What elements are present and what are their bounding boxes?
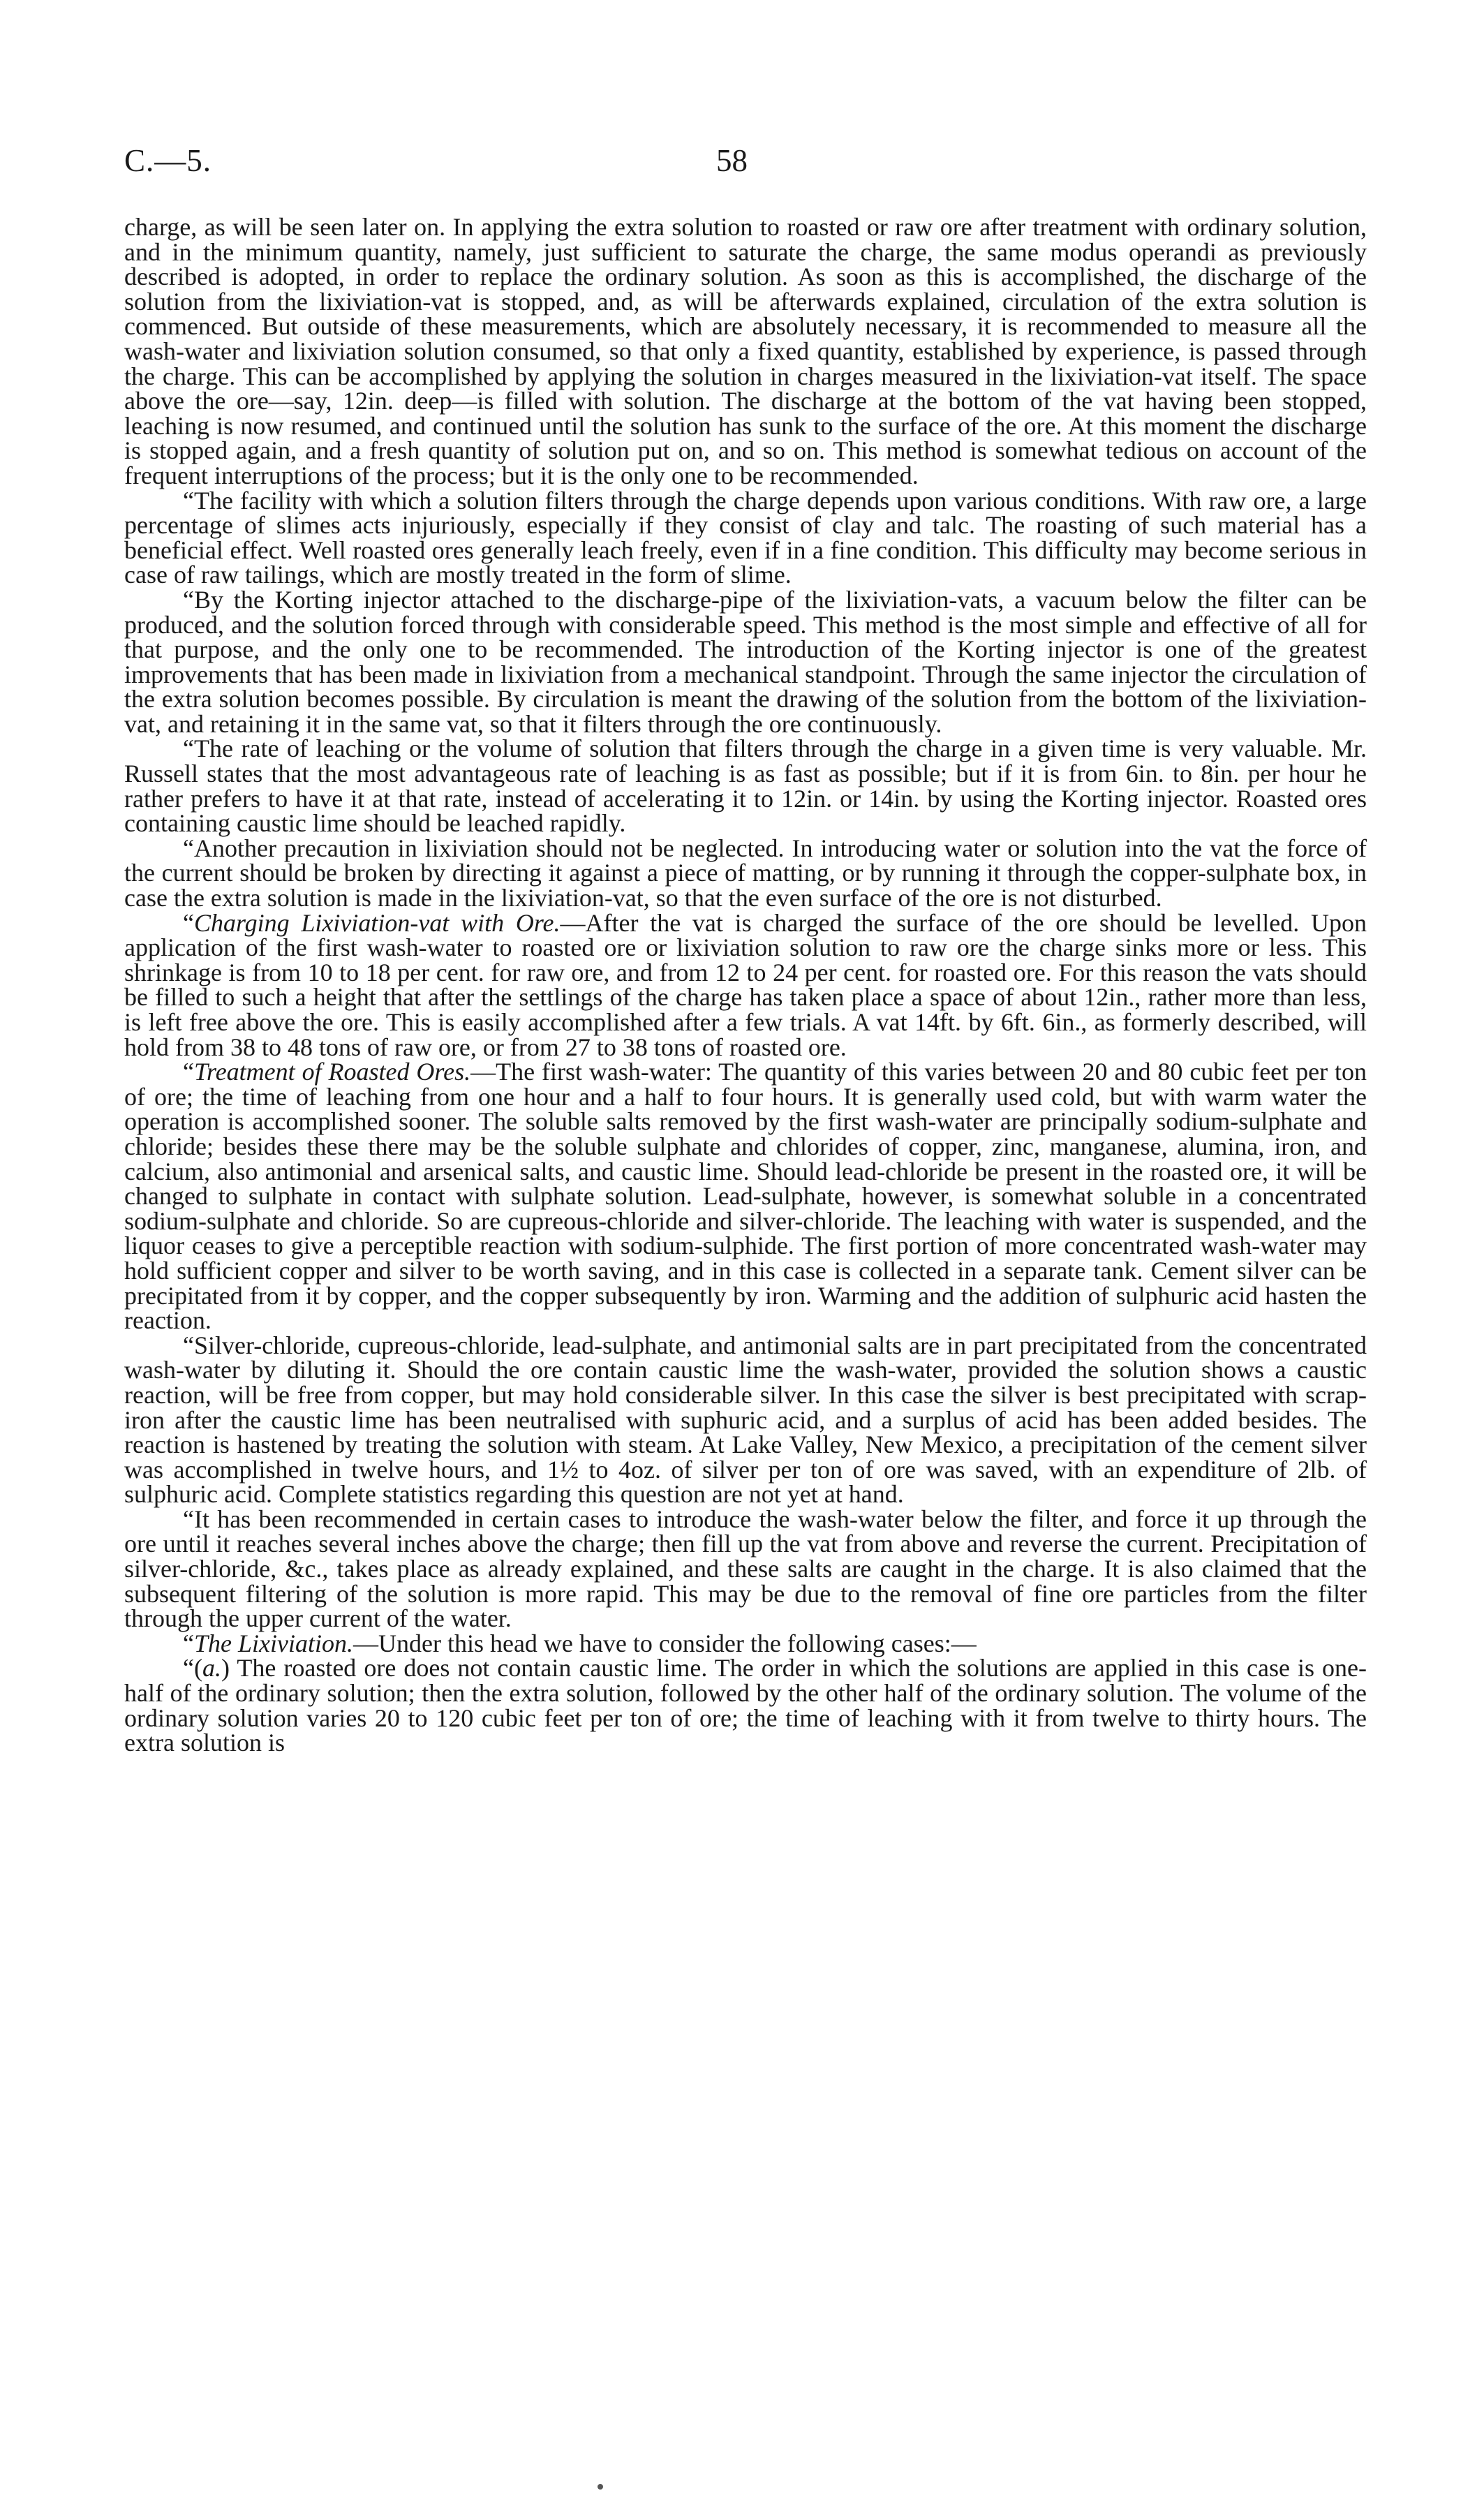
paragraph-text: —Under this head we have to consider the following cases:— <box>353 1629 977 1657</box>
paragraph <box>124 1629 1367 1657</box>
paragraph <box>124 486 1367 589</box>
paragraph <box>124 836 1367 911</box>
paragraph <box>124 585 1367 738</box>
paragraph <box>124 1333 1367 1507</box>
paragraph-lead: “ <box>183 1629 194 1657</box>
ink-speck <box>598 2484 603 2490</box>
paragraph <box>124 1060 1367 1333</box>
paragraph-text: charge, as will be seen later on. In applying the extra solution to roasted or raw ore after treatment with ordinary solution, and in the minimum quantity, namely, just sufficient to saturate the charge, the same modus operandi as previously described is adopted, in order to replace the ordinary solution. As soon as this is accomplished, the discharge of the solution from the lixiviation-vat is stopped, and, as will be afterwards explained, circulation of the extra solution is commenced. But outside of these measurements, which are absolutely necessary, it is recommended to measure all the wash-water and lixiviation solution consumed, so that only a fixed quantity, established by experience, is passed through the charge. This can be accomplished by applying the solution in charges measured in the lixiviation-vat itself. The space above the ore—say, 12in. deep—is filled with solution. The discharge at the bottom of the vat having been stopped, leaching is now resumed, and continued until the solution has sunk to the surface of the ore. At this moment the discharge is stopped again, and a fresh quantity of solution put on, and so on. This method is somewhat tedious on account of the frequent interruptions of the process; but it is the only one to be recommended. <box>124 213 1367 489</box>
page-number: 58 <box>716 143 748 178</box>
case-label: a. <box>202 1654 221 1683</box>
paragraph-lead: “( <box>183 1654 202 1683</box>
section-heading: The Lixiviation. <box>193 1629 353 1657</box>
body-text <box>124 215 1367 1756</box>
section-heading: Treatment of Roasted Ores. <box>193 1058 471 1086</box>
paragraph-text: “Silver-chloride, cupreous-chloride, lead-sulphate, and antimonial salts are in part precipitated from the concentrated wash-water by diluting it. Should the ore contain caustic lime the wash-water, provided the solution shows a caustic reaction, will be free from copper, but may hold considerable silver. In this case the silver is best precipitated with scrap-iron after the caustic lime has been neutralised with suphuric acid, and a surplus of acid has been added besides. The reaction is hastened by treating the solution with steam. At Lake Valley, New Mexico, a precipitation of the cement silver was accomplished in twelve hours, and 1½ to 4oz. of silver per ton of ore was saved, with an expenditure of 2lb. of sulphuric acid. Complete statistics regarding this question are not yet at hand. <box>124 1331 1367 1509</box>
paragraph <box>124 734 1367 838</box>
paragraph-text: “Another precaution in lixiviation should not be neglected. In introducing water or solution into the vat the force of the current should be broken by directing it against a piece of matting, or by running it through the copper-sulphate box, in case the extra solution is made in the lixiviation-vat, so that the even surface of the ore is not disturbed. <box>124 834 1367 912</box>
paragraph <box>124 1656 1367 1755</box>
paragraph-text: “It has been recommended in certain cases to introduce the wash-water below the filter, and force it up through the ore until it reaches several inches above the charge; then fill up the vat from above and reverse the current. Precipitation of silver-chloride, &c., takes place as already explained, and these salts are caught in the charge. It is also claimed that the subsequent filtering of the solution is more rapid. This may be due to the removal of fine ore particles from the filter through the upper current of the water. <box>124 1504 1367 1633</box>
paragraph-text: “The facility with which a solution filters through the charge depends upon various conditions. With raw ore, a large percentage of slimes acts injuriously, especially if they consist of clay and talc. The roasting of such material has a beneficial effect. Well roasted ores generally leach freely, even if in a fine condition. This difficulty may become serious in case of raw tailings, which are mostly treated in the form of slime. <box>124 486 1367 589</box>
paragraph-text: —After the vat is charged the surface of the ore should be levelled. Upon application of the first wash-water to roasted ore or lixiviation solution to raw ore the charge sinks more or less. This shrinkage is from 10 to 18 per cent. for raw ore, and from 12 to 24 per cent. for roasted ore. For this reason the vats should be filled to such a height that after the settlings of the charge has taken place a space of about 12in., rather more than less, is left free above the ore. This is easily accomplished after a few trials. A vat 14ft. by 6ft. 6in., as formerly described, will hold from 38 to 48 tons of raw ore, or from 27 to 38 tons of roasted ore. <box>124 908 1367 1061</box>
paragraph <box>124 1504 1367 1633</box>
paragraph-text: ) The roasted ore does not contain caustic lime. The order in which the solutions are applied in this case is one-half of the ordinary solution; then the extra solution, followed by the other half of the ordinary solution. The volume of the ordinary solution varies 20 to 120 cubic feet per ton of ore; the time of leaching with it from twelve to thirty hours. The extra solution is <box>124 1654 1367 1757</box>
paragraph-text: “The rate of leaching or the volume of solution that filters through the charge in a given time is very valuable. Mr. Russell states that the most advantageous rate of leaching is as fast as possible; but if it is from 6in. to 8in. per hour he rather prefers to have it at that rate, instead of accelerating it to 12in. or 14in. by using the Korting injector. Roasted ores containing caustic lime should be leached rapidly. <box>124 734 1367 838</box>
section-heading: Charging Lixiviation-vat with Ore. <box>193 908 561 937</box>
paragraph-text: “By the Korting injector attached to the discharge-pipe of the lixiviation-vats, a vacuum below the filter can be produced, and the solution forced through with considerable speed. This method is the most simple and effective of all for that purpose, and the only one to be recommended. The introduction of the Korting injector is one of the greatest improvements that has been made in lixiviation from a mechanical standpoint. Through the same injector the circulation of the extra solution becomes possible. By circulation is meant the drawing of the solution from the bottom of the lixiviation-vat, and retaining it in the same vat, so that it filters through the ore continuously. <box>124 585 1367 738</box>
paragraph-lead: “ <box>183 908 194 937</box>
paragraph <box>124 215 1367 489</box>
document-reference: C.—5. <box>124 143 212 178</box>
paragraph-lead: “ <box>183 1058 194 1086</box>
paragraph-text: —The first wash-water: The quantity of this varies between 20 and 80 cubic feet per ton of ore; the time of leaching from one hour and a half to four hours. It is generally used cold, but with warm water the operation is accomplished sooner. The soluble salts removed by the first wash-water are principally sodium-sulphate and chloride; besides these there may be the soluble sulphate and chlorides of copper, zinc, manganese, alumina, iron, and calcium, also antimonial and arsenical salts, and caustic lime. Should lead-chloride be present in the roasted ore, it will be changed to sulphate in contact with sulphate solution. Lead-sulphate, however, is somewhat soluble in a concentrated sodium-sulphate and chloride. So are cupreous-chloride and silver-chloride. The leaching with water is suspended, and the liquor ceases to give a perceptible reaction with sodium-sulphide. The first portion of more concentrated wash-water may hold sufficient copper and silver to be worth saving, and in this case is collected in a separate tank. Cement silver can be precipitated from it by copper, and the copper subsequently by iron. Warming and the addition of sulphuric acid hasten the reaction. <box>124 1058 1367 1335</box>
paragraph <box>124 908 1367 1061</box>
page-header <box>124 142 1367 184</box>
